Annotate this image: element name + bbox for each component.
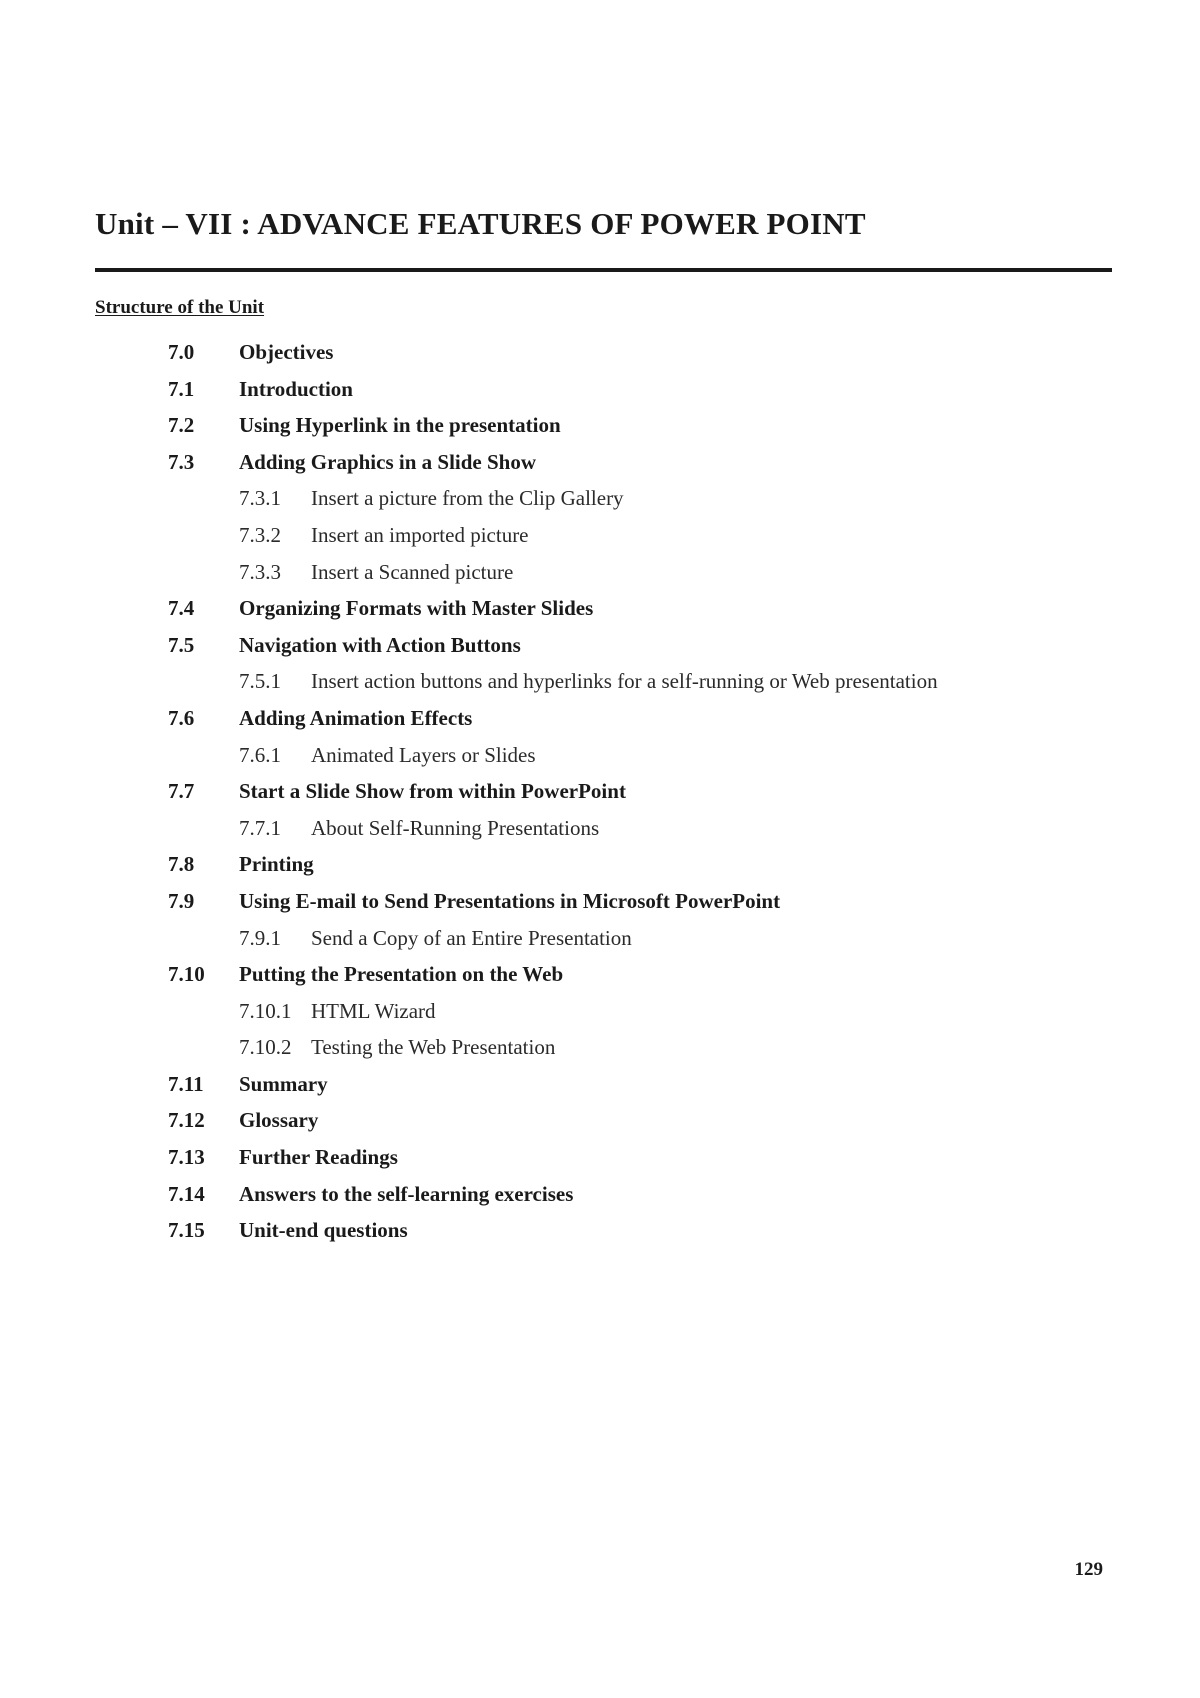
toc-label: Navigation with Action Buttons <box>239 632 521 657</box>
toc-section <box>0 407 1200 444</box>
toc-label: Organizing Formats with Master Slides <box>239 596 594 621</box>
toc-label: Further Readings <box>239 1145 398 1170</box>
toc-number: 7.3.3 <box>239 559 281 584</box>
toc-label: Unit-end questions <box>239 1218 408 1243</box>
toc-number: 7.7.1 <box>239 815 281 840</box>
toc-number: 7.3.2 <box>239 522 281 547</box>
toc-subsection <box>0 554 1200 591</box>
toc-label: Adding Animation Effects <box>239 705 473 730</box>
toc-label: Insert a picture from the Clip Gallery <box>311 486 624 511</box>
toc-number: 7.3.1 <box>239 486 281 511</box>
toc-section <box>0 1212 1200 1249</box>
toc-section <box>0 846 1200 883</box>
toc-label: Introduction <box>239 376 353 401</box>
toc-number: 7.15 <box>168 1218 205 1243</box>
toc-section <box>0 1066 1200 1103</box>
toc-number: 7.4 <box>168 596 195 621</box>
toc-number: 7.8 <box>168 852 195 877</box>
toc-subsection <box>0 993 1200 1030</box>
toc-section <box>0 371 1200 408</box>
toc-section <box>0 1102 1200 1139</box>
toc-number: 7.9.1 <box>239 925 281 950</box>
toc-section <box>0 883 1200 920</box>
toc-label: Testing the Web Presentation <box>311 1035 556 1060</box>
toc-number: 7.10.1 <box>239 998 292 1023</box>
toc-section <box>0 1139 1200 1176</box>
toc-section <box>0 444 1200 481</box>
toc-number: 7.10.2 <box>239 1035 292 1060</box>
toc-number: 7.14 <box>168 1181 205 1206</box>
toc-label: Using E-mail to Send Presentations in Microsoft PowerPoint <box>239 888 781 913</box>
toc-number: 7.6 <box>168 705 195 730</box>
toc-label: Start a Slide Show from within PowerPoint <box>239 779 626 804</box>
table-of-contents <box>0 334 1200 1249</box>
toc-number: 7.7 <box>168 779 195 804</box>
unit-title: Unit – VII : ADVANCE FEATURES OF POWER POINT <box>95 206 866 241</box>
toc-label: Send a Copy of an Entire Presentation <box>311 925 632 950</box>
toc-subsection <box>0 480 1200 517</box>
toc-number: 7.6.1 <box>239 742 281 767</box>
toc-label: Insert action buttons and hyperlinks for a self-running or Web presentation <box>311 669 938 694</box>
toc-section <box>0 1176 1200 1213</box>
toc-section <box>0 590 1200 627</box>
toc-section <box>0 956 1200 993</box>
toc-number: 7.12 <box>168 1108 205 1133</box>
toc-subsection <box>0 920 1200 957</box>
toc-number: 7.10 <box>168 962 205 987</box>
toc-section <box>0 334 1200 371</box>
toc-label: Using Hyperlink in the presentation <box>239 413 561 438</box>
toc-label: Animated Layers or Slides <box>311 742 536 767</box>
toc-subsection <box>0 517 1200 554</box>
toc-section <box>0 627 1200 664</box>
title-divider <box>95 268 1112 272</box>
toc-label: Summary <box>239 1071 328 1096</box>
toc-subsection <box>0 1029 1200 1066</box>
toc-subsection <box>0 663 1200 700</box>
toc-label: Insert an imported picture <box>311 522 529 547</box>
toc-label: Glossary <box>239 1108 319 1133</box>
toc-label: Putting the Presentation on the Web <box>239 962 564 987</box>
toc-number: 7.5.1 <box>239 669 281 694</box>
toc-section <box>0 773 1200 810</box>
toc-label: Answers to the self-learning exercises <box>239 1181 574 1206</box>
toc-label: Objectives <box>239 340 334 364</box>
page-number: 129 <box>1074 1559 1103 1580</box>
toc-section <box>0 700 1200 737</box>
toc-number: 7.0 <box>168 340 195 364</box>
toc-subsection <box>0 737 1200 774</box>
toc-label: Printing <box>239 852 314 877</box>
toc-number: 7.2 <box>168 413 195 438</box>
toc-number: 7.1 <box>168 376 195 401</box>
toc-label: About Self-Running Presentations <box>311 815 600 840</box>
toc-number: 7.11 <box>168 1071 204 1096</box>
toc-label: HTML Wizard <box>311 998 436 1023</box>
toc-number: 7.3 <box>168 449 195 474</box>
toc-number: 7.9 <box>168 888 195 913</box>
toc-number: 7.5 <box>168 632 195 657</box>
toc-number: 7.13 <box>168 1145 205 1170</box>
structure-heading: Structure of the Unit <box>95 297 265 318</box>
toc-subsection <box>0 810 1200 847</box>
toc-label: Insert a Scanned picture <box>311 559 514 584</box>
toc-label: Adding Graphics in a Slide Show <box>239 449 537 474</box>
